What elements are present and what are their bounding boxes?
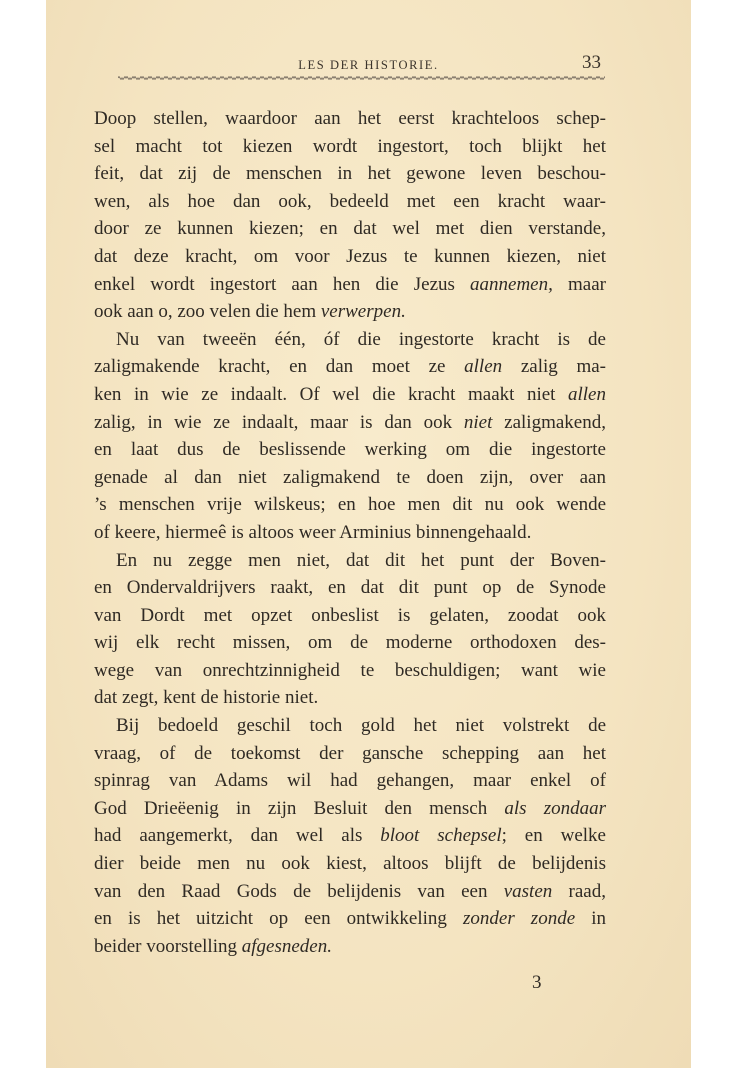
emphasis: allen [568, 383, 606, 405]
emphasis: vasten [503, 880, 553, 902]
text-line: dat zegt, kent de historie niet. [94, 687, 319, 709]
page-number: 33 [582, 52, 601, 73]
text-line: of keere, hiermeê is altoos weer Arminius binnengehaald. [94, 521, 532, 543]
text-line: en is het uitzicht op een ontwikkeling zonder zonde in [94, 908, 606, 930]
signature-mark: 3 [532, 972, 542, 993]
text-line: had aangemerkt, dan wel als bloot schepsel; en welke [94, 825, 606, 847]
text-line: wen, als hoe dan ook, bedeeld met een kracht waar- [94, 190, 606, 212]
emphasis: als zondaar [504, 797, 606, 819]
text-line: enkel wordt ingestort aan hen die Jezus aannemen, maar [94, 273, 606, 295]
text-line: Nu van tweeën één, óf die ingestorte kracht is de [116, 328, 606, 350]
text-line: God Drieëenig in zijn Besluit den mensch als zondaar [94, 797, 606, 819]
text-line: zaligmakende kracht, en dan moet ze allen zalig ma- [94, 356, 606, 378]
text-line: Bij bedoeld geschil toch gold het niet volstrekt de [116, 715, 606, 737]
text-line: ’s menschen vrije wilskeus; en hoe men dit nu ook wende [94, 494, 606, 516]
body-text [94, 105, 606, 960]
text-line: van den Raad Gods de belijdenis van een vasten raad, [94, 880, 606, 902]
emphasis: bloot schepsel [380, 825, 502, 847]
emphasis: zonder zonde [463, 908, 576, 930]
text-line: ken in wie ze indaalt. Of wel die kracht maakt niet allen [94, 383, 606, 405]
running-title: LES DER HISTORIE. [298, 58, 439, 72]
text-line: vraag, of de toekomst der gansche schepping aan het [94, 742, 606, 764]
emphasis: aannemen, [470, 273, 553, 295]
emphasis: allen [464, 356, 503, 378]
text-line: en laat dus de beslissende werking om die ingestorte [94, 439, 606, 461]
page-header [46, 52, 691, 76]
emphasis: niet [463, 411, 493, 433]
text-line: sel macht tot kiezen wordt ingestort, toch blijkt het [94, 135, 606, 157]
text-line: dier beide men nu ook kiest, altoos blijft de belijdenis [94, 853, 606, 875]
text-line: ook aan o, zoo velen die hem verwerpen. [94, 301, 406, 323]
text-line: wij elk recht missen, om de moderne orthodoxen des- [94, 632, 606, 654]
text-line: feit, dat zij de menschen in het gewone leven beschou- [94, 163, 606, 185]
text-line: zalig, in wie ze indaalt, maar is dan ook niet zaligmakend, [94, 411, 606, 433]
text-line: En nu zegge men niet, dat dit het punt der Boven- [116, 549, 606, 571]
text-line: spinrag van Adams wil had gehangen, maar enkel of [94, 770, 606, 792]
text-line: en Ondervaldrijvers raakt, en dat dit punt op de Synode [94, 577, 606, 599]
text-line: Doop stellen, waardoor aan het eerst krachteloos schep- [94, 108, 606, 129]
text-line: door ze kunnen kiezen; en dat wel met dien verstande, [94, 218, 606, 240]
text-line: genade al dan niet zaligmakend te doen zijn, over aan [94, 466, 606, 488]
emphasis: afgesneden. [241, 935, 332, 957]
text-line: van Dordt met opzet onbeslist is gelaten, zoodat ook [94, 604, 606, 626]
book-page [46, 0, 691, 1068]
text-line: beider voorstelling afgesneden. [94, 935, 332, 957]
text-line: dat deze kracht, om voor Jezus te kunnen kiezen, niet [94, 245, 606, 267]
header-wavy-rule [118, 75, 605, 81]
text-line: wege van onrechtzinnigheid te beschuldigen; want wie [94, 659, 606, 681]
emphasis: verwerpen. [320, 301, 406, 323]
